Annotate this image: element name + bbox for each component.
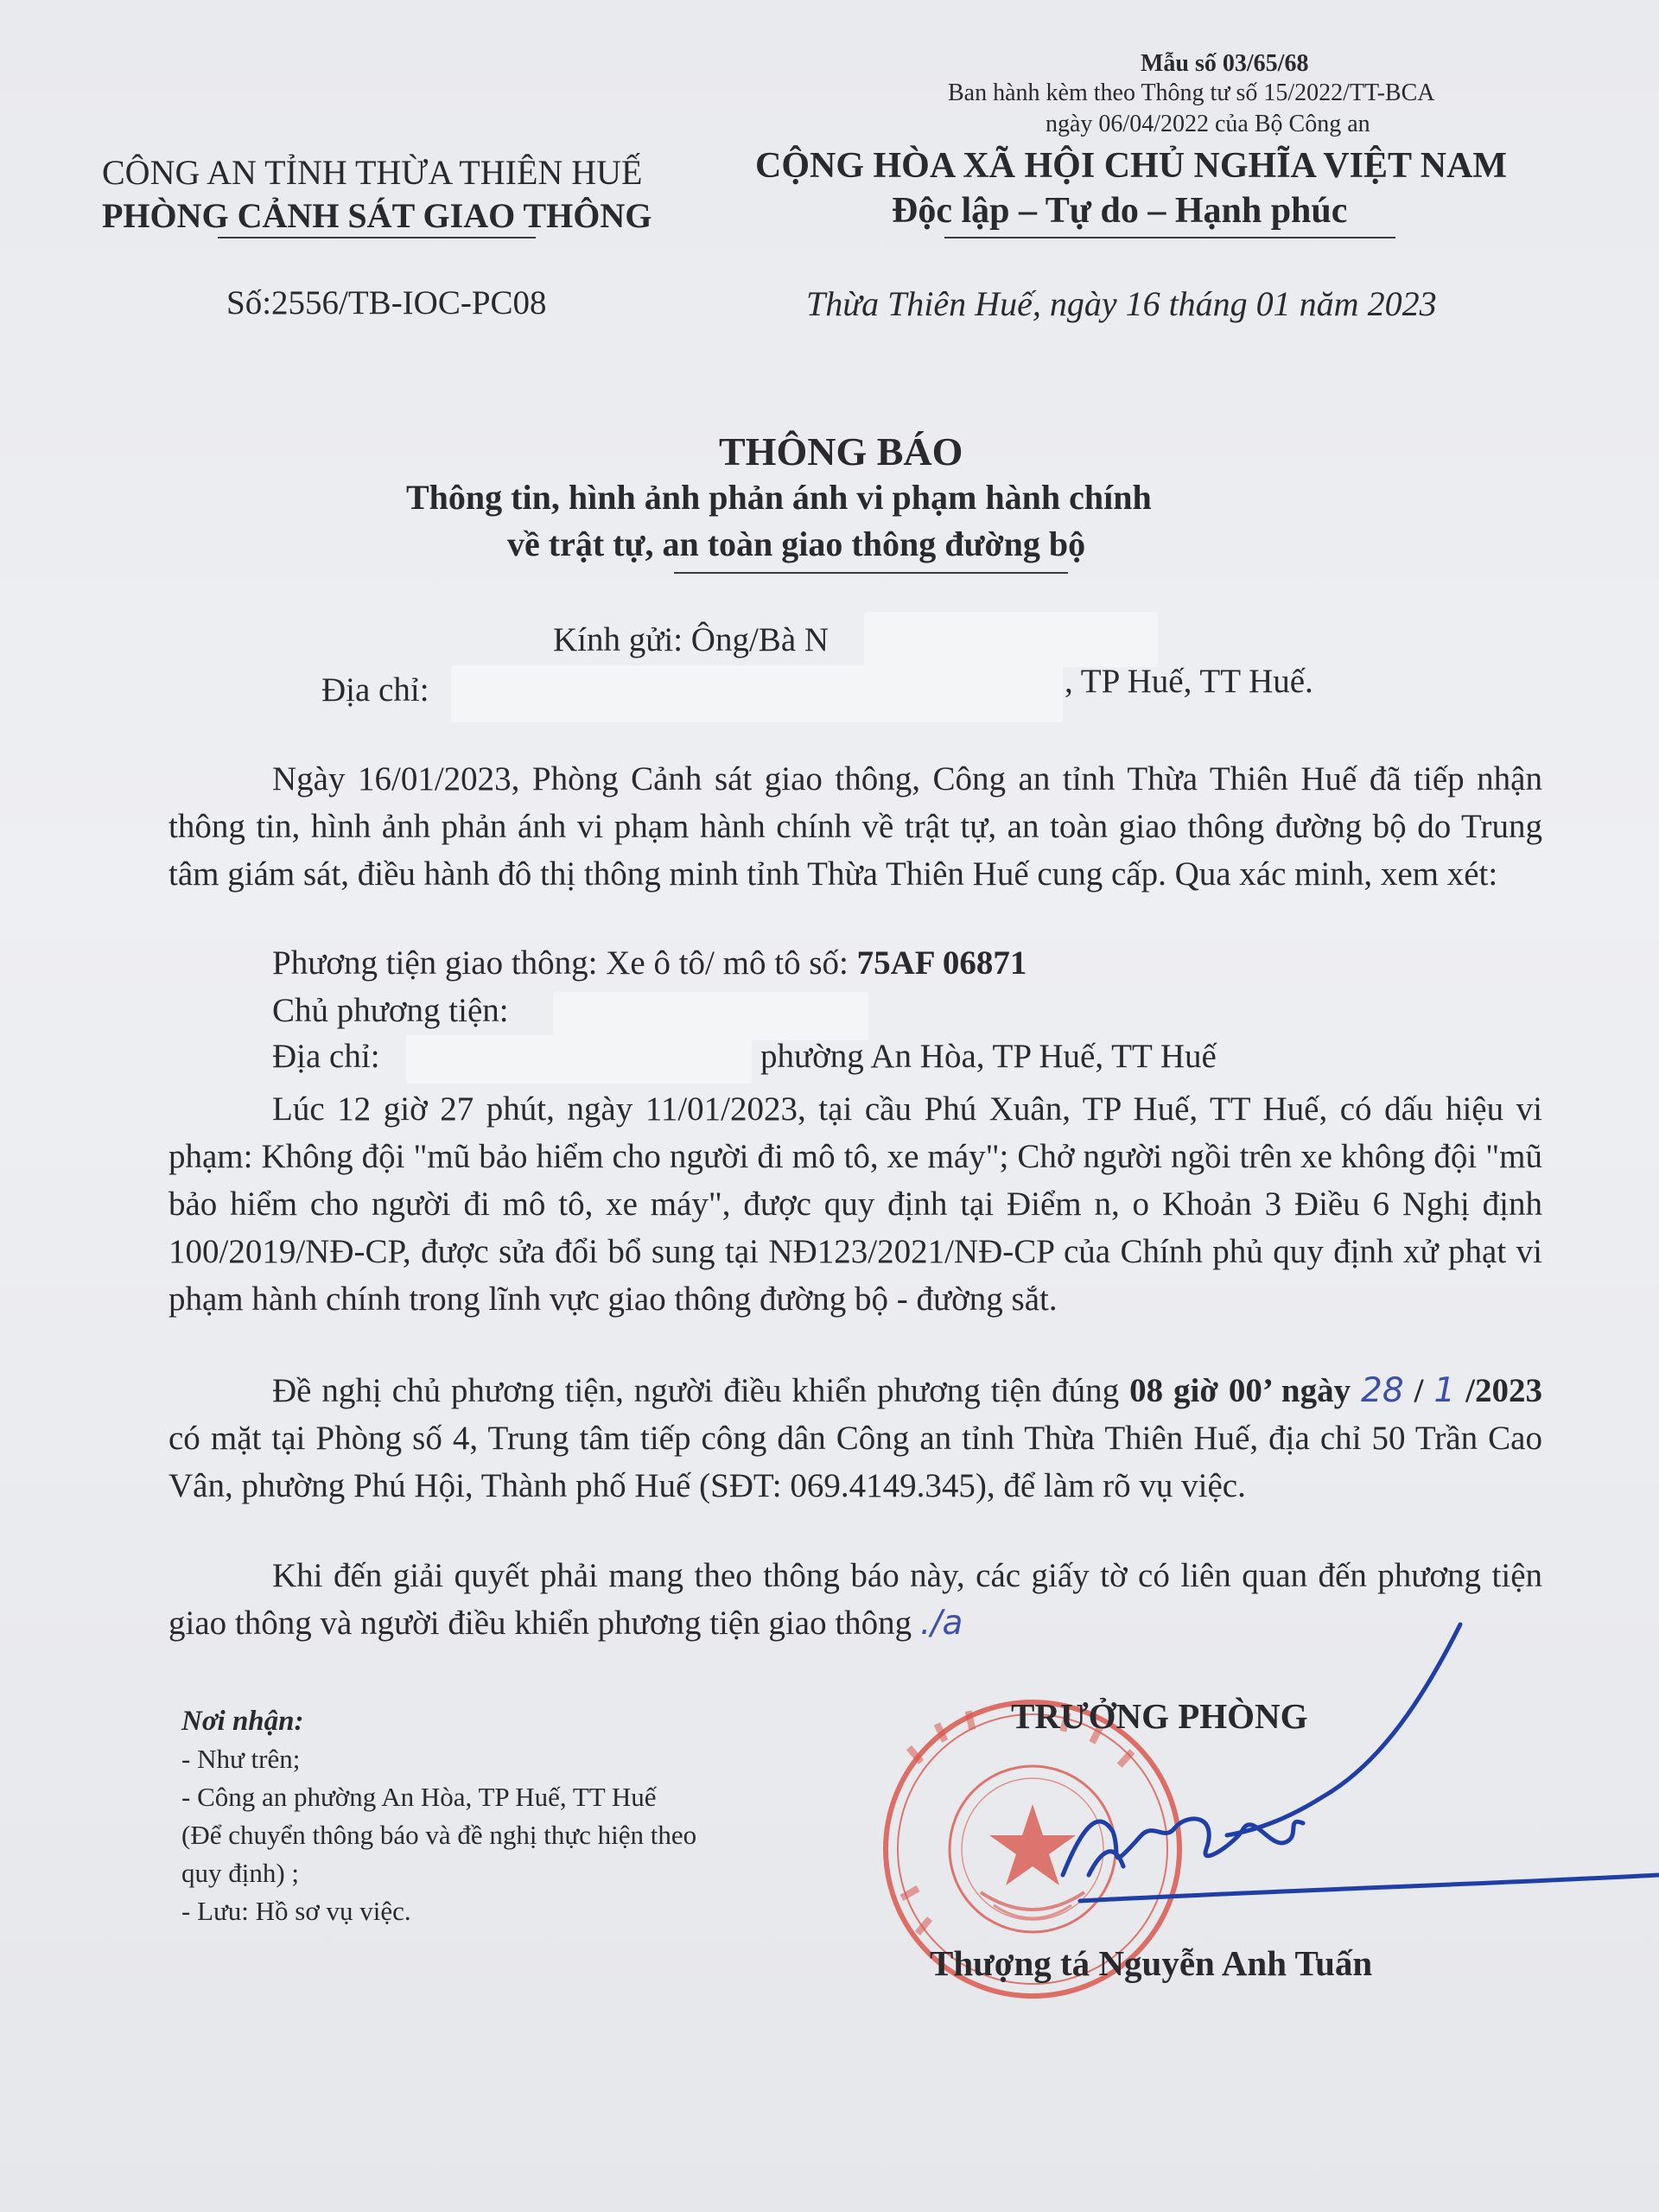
recipient-item: (Để chuyển thông báo và đề nghị thực hiện theo: [181, 1820, 697, 1850]
violation-paragraph: [168, 1085, 1542, 1323]
closing-handwritten-mark: ./a: [919, 1604, 963, 1643]
recipient-address-tail: , TP Huế, TT Huế.: [1065, 663, 1313, 700]
notice-subtitle-2: về trật tự, an toàn giao thông đường bộ: [507, 524, 1086, 563]
form-code: Mẫu số 03/65/68: [1141, 50, 1309, 77]
recipients-block: [181, 1702, 696, 1930]
notice-title: THÔNG BÁO: [719, 429, 963, 474]
vehicle-label: Phương tiện giao thông: Xe ô tô/ mô tô số:: [272, 944, 857, 982]
recipient-item: - Công an phường An Hòa, TP Huế, TT Huế: [181, 1782, 657, 1812]
handwritten-signature: [1011, 1616, 1659, 1936]
request-time: 08 giờ 00’ ngày: [1129, 1372, 1351, 1409]
handwritten-day: 28: [1361, 1371, 1404, 1410]
vehicle-plate: 75AF 06871: [856, 944, 1027, 982]
closing-text: Khi đến giải quyết phải mang theo thông báo này, các giấy tờ có liên quan đến phương tiện giao thông và người điều khiển phương tiện giao thông: [168, 1557, 1542, 1642]
owner-label: Chủ phương tiện:: [272, 992, 509, 1029]
recipient-greeting: Kính gửi: Ông/Bà N: [553, 621, 830, 658]
notice-subtitle-1: Thông tin, hình ảnh phản ánh vi phạm hành chính: [406, 478, 1152, 517]
motto-underline: [944, 237, 1395, 238]
redacted-owner: [553, 992, 868, 1040]
request-start: Đề nghị chủ phương tiện, người điều khiển phương tiện đúng: [272, 1372, 1130, 1409]
intro-paragraph: [168, 755, 1542, 898]
request-paragraph: Đề nghị chủ phương tiện, người điều khiển phương tiện đúng 08 giờ 00’ ngày 28 / 1 /2023 có mặt tại Phòng số 4, Trung tâm tiếp công dân Công an tỉnh Thừa Thiên Huế, địa chỉ 50 Trần Cao Vân, phường Phú Hội, Thành phố Huế (SĐT: 069.4149.345), để làm rõ vụ việc.: [168, 1371, 1542, 1504]
recipient-item: - Lưu: Hồ sơ vụ việc.: [181, 1896, 411, 1926]
department-underline: [218, 237, 536, 238]
state-name: CỘNG HÒA XÃ HỘI CHỦ NGHĨA VIỆT NAM: [755, 146, 1508, 186]
form-ref-line-1: Ban hành kèm theo Thông tư số 15/2022/TT-BCA: [948, 79, 1435, 106]
form-ref-line-2: ngày 06/04/2022 của Bộ Công an: [1046, 111, 1370, 137]
recipient-item: quy định) ;: [181, 1858, 300, 1888]
redacted-address: [451, 665, 1063, 722]
intro-text: Ngày 16/01/2023, Phòng Cảnh sát giao thông, Công an tỉnh Thừa Thiên Huế đã tiếp nhận thông tin, hình ảnh phản ánh vi phạm hành chính về trật tự, an toàn giao thông đường bộ do Trung tâm giám sát, điều hành đô thị thông minh tỉnh Thừa Thiên Huế cung cấp. Qua xác minh, xem xét:: [168, 760, 1542, 893]
handwritten-month: 1: [1433, 1371, 1456, 1410]
agency-parent: CÔNG AN TỈNH THỪA THIÊN HUẾ: [102, 153, 643, 192]
doc-number: Số:2556/TB-IOC-PC08: [226, 284, 547, 321]
redacted-owner-address: [406, 1035, 752, 1084]
request-rest: có mặt tại Phòng số 4, Trung tâm tiếp công dân Công an tỉnh Thừa Thiên Huế, địa chỉ 50 Trần Cao Vân, phường Phú Hội, Thành phố Huế (SĐT: 069.4149.345), để làm rõ vụ việc.: [168, 1420, 1542, 1504]
signer-name: Thượng tá Nguyễn Anh Tuấn: [930, 1943, 1373, 1983]
vehicle-line: [272, 944, 1027, 982]
state-motto: Độc lập – Tự do – Hạnh phúc: [892, 191, 1348, 231]
title-underline: [674, 572, 1068, 574]
owner-address-tail: phường An Hòa, TP Huế, TT Huế: [760, 1038, 1217, 1075]
request-year: /2023: [1465, 1372, 1542, 1409]
owner-address-label: Địa chỉ:: [272, 1038, 380, 1075]
recipient-item: - Như trên;: [181, 1744, 301, 1774]
redacted-name: [864, 612, 1158, 667]
place-date: Thừa Thiên Huế, ngày 16 tháng 01 năm 2023: [806, 284, 1437, 323]
recipients-heading: Nơi nhận:: [181, 1706, 304, 1737]
signer-position: TRƯỞNG PHÒNG: [1011, 1696, 1308, 1736]
agency-department: PHÒNG CẢNH SÁT GIAO THÔNG: [102, 196, 652, 235]
recipient-address-label: Địa chỉ:: [321, 671, 429, 709]
violation-text: Lúc 12 giờ 27 phút, ngày 11/01/2023, tại cầu Phú Xuân, TP Huế, TT Huế, có dấu hiệu vi phạm: Không đội "mũ bảo hiểm cho người đi mô tô, xe máy"; Chở người ngồi trên xe không đội "mũ bảo hiểm cho người đi mô tô, xe máy", được quy định tại Điểm n, o Khoản 3 Điều 6 Nghị định 100/2019/NĐ-CP, được sửa đổi bổ sung tại NĐ123/2021/NĐ-CP của Chính phủ quy định xử phạt vi phạm hành chính trong lĩnh vực giao thông đường bộ - đường sắt.: [168, 1090, 1542, 1318]
